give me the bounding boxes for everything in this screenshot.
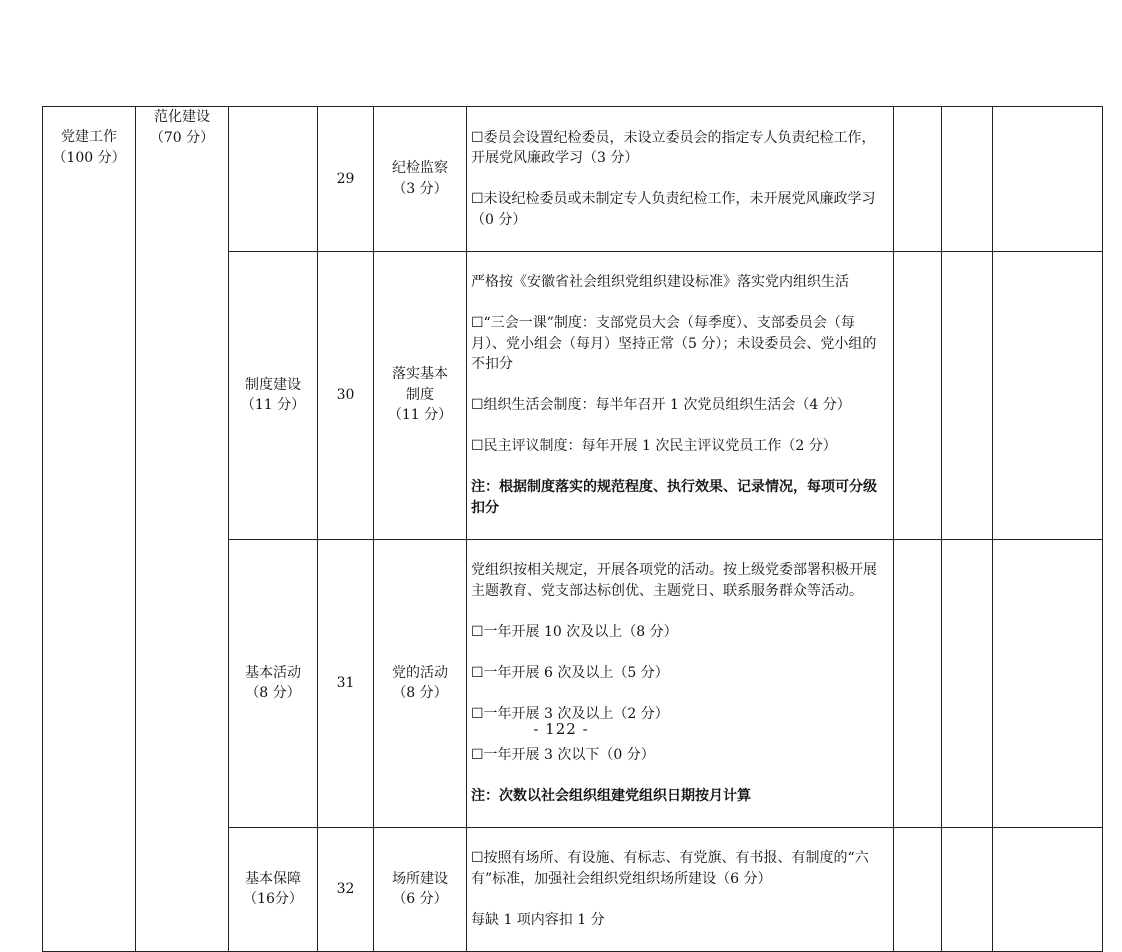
criteria-line: ☐一年开展 3 次及以上（2 分） [471,705,669,722]
score-cell [894,539,942,827]
criteria-line: 党组织按相关规定，开展各项党的活动。按上级党委部署积极开展主题教育、党支部达标创优、主题党日、联系服务群众等活动。 [471,562,877,599]
criteria-line: ☐按照有场所、有设施、有标志、有党旗、有书报、有制度的“六有”标准，加强社会组织党组织场所建设（6 分） [471,850,869,887]
score-cell [942,251,993,539]
table-row-29 [43,107,1103,252]
number-cell: 32 [318,827,374,951]
criteria-line: ☐民主评议制度：每年开展 1 次民主评议党员工作（2 分） [471,438,837,454]
criteria-cell [467,107,894,252]
criteria-line: 每缺 1 项内容扣 1 分 [471,911,605,928]
number-cell: 29 [318,107,374,252]
criteria-note: 注：根据制度落实的规范程度、执行效果、记录情况，每项可分级扣分 [471,479,877,516]
item-cell: 基本保障 （16分） [229,827,318,951]
score-cell [894,827,942,951]
criteria-line: 严格按《安徽省社会组织党组织建设标准》落实党内组织生活 [471,274,849,290]
criteria-line: ☐一年开展 3 次以下（0 分） [471,746,655,763]
indicator-cell: 纪检监察 （3 分） [374,107,467,252]
criteria-line: ☐委员会设置纪检委员，未设立委员会的指定专人负责纪检工作，开展党风廉政学习（3 分） [471,129,876,166]
criteria-line: ☐一年开展 10 次及以上（8 分） [471,623,678,640]
remark-cell [993,251,1103,539]
criteria-line: ☐组织生活会制度：每半年召开 1 次党员组织生活会（4 分） [471,397,851,413]
criteria-cell [467,827,894,951]
criteria-cell [467,539,894,827]
item-cell [229,107,318,252]
score-cell [942,107,993,252]
score-cell [894,251,942,539]
indicator-cell: 场所建设 （6 分） [374,827,467,951]
criteria-line: ☐未设纪检委员或未制定专人负责纪检工作，未开展党风廉政学习（0 分） [471,191,876,228]
score-cell [894,107,942,252]
item-cell: 基本活动 （8 分） [229,539,318,827]
criteria-line: ☐一年开展 6 次及以上（5 分） [471,664,669,681]
number-cell: 31 [318,539,374,827]
criteria-cell [467,251,894,539]
remark-cell [993,539,1103,827]
category-cell: 党建工作 （100 分） [43,107,136,952]
criteria-line: ☐“三会一课”制度：支部党员大会（每季度）、支部委员会（每月）、党小组会（每月）坚持正常（5 分）；未设委员会、党小组的不扣分 [471,315,877,372]
remark-cell [993,107,1103,252]
number-cell: 30 [318,251,374,539]
evaluation-table [42,106,1103,952]
remark-cell [993,827,1103,951]
indicator-cell: 党的活动 （8 分） [374,539,467,827]
page-number: - 122 - [533,720,589,738]
subcategory-cell: 范化建设 （70 分） [136,107,229,952]
score-cell [942,827,993,951]
score-cell [942,539,993,827]
item-cell: 制度建设 （11 分） [229,251,318,539]
indicator-cell: 落实基本 制度 （11 分） [374,251,467,539]
criteria-note: 注：次数以社会组织组建党组织日期按月计算 [471,787,751,804]
